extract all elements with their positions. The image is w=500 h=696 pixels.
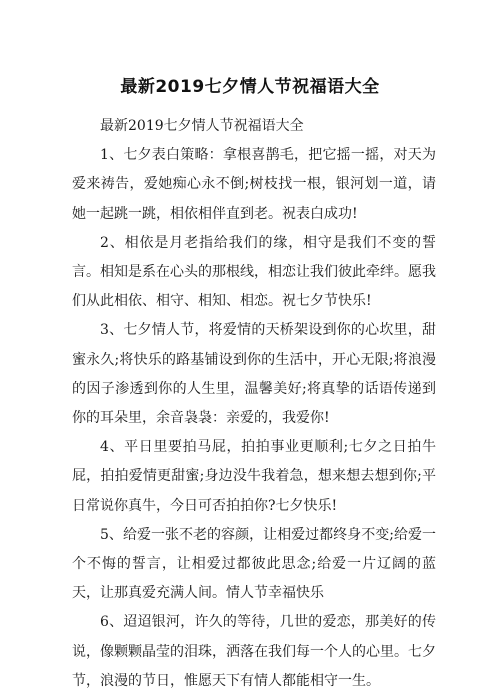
- paragraph-2: 2、相依是月老指给我们的缘，相守是我们不变的誓言。相知是系在心头的那根线，相恋让我们彼此牵绊。愿我们从此相依、相守、相知、相恋。祝七夕节快乐!: [72, 234, 436, 310]
- paragraph-3: 3、七夕情人节，将爱情的天桥架设到你的心坎里，甜蜜永久;将快乐的路基铺设到你的生活中，开心无限;将浪漫的因子渗透到你的人生里，温馨美好;将真挚的话语传递到你的耳朵里，余音袅袅：亲爱的，我爱你!: [72, 322, 436, 427]
- paragraph-5: 5、给爱一张不老的容颜，让相爱过都终身不变;给爱一个不悔的誓言，让相爱过都彼此思念;给爱一片辽阔的蓝天，让那真爱充满人间。情人节幸福快乐: [72, 526, 436, 602]
- paragraph-1: 1、七夕表白策略：拿根喜鹊毛，把它摇一摇，对天为爱来祷告，爱她痴心永不倒;树枝找一根，银河划一道，请她一起跳一跳，相依相伴直到老。祝表白成功!: [72, 147, 436, 222]
- document-body: [72, 112, 436, 696]
- paragraph-subtitle: 最新2019七夕情人节祝福语大全: [100, 118, 304, 134]
- paragraph-6: 6、迢迢银河，许久的等待，几世的爱恋，那美好的传说，像颗颗晶莹的泪珠，洒落在我们每一个人的心里。七夕节，浪漫的节日，惟愿天下有情人都能相守一生。: [72, 614, 436, 689]
- paragraph-4: 4、平日里要拍马屁，拍拍事业更顺利;七夕之日拍牛屁，拍拍爱情更甜蜜;身边没牛我着急，想来想去想到你;平日常说你真牛，今日可否拍拍你?七夕快乐!: [72, 439, 436, 514]
- document-title: 最新2019七夕情人节祝福语大全: [120, 77, 380, 97]
